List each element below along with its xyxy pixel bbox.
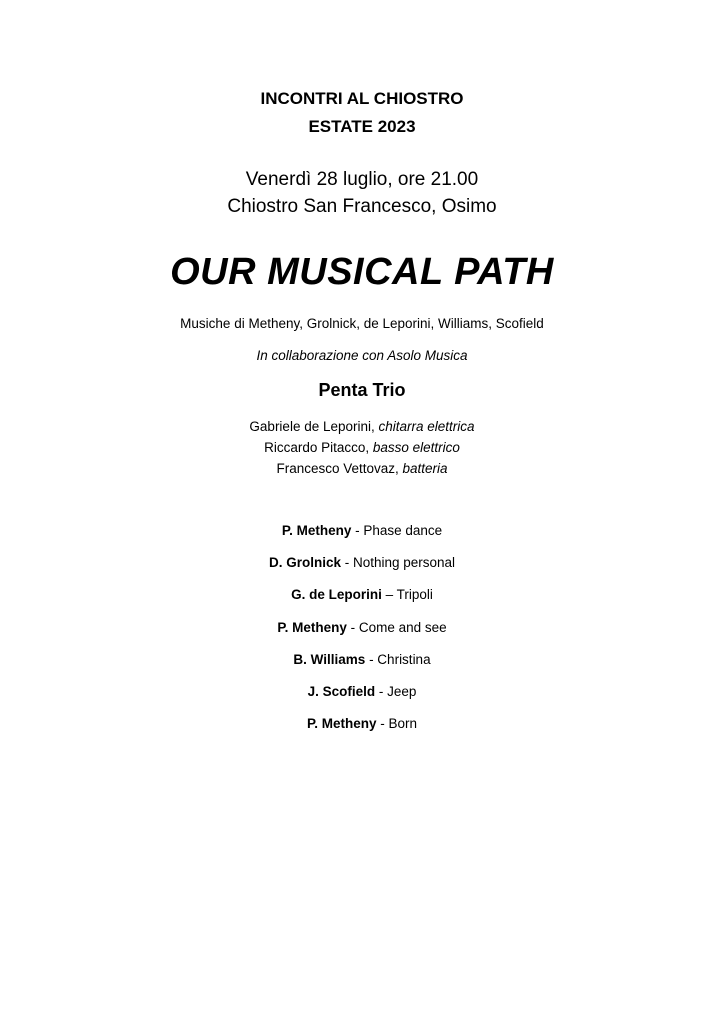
musician-line (0, 461, 724, 477)
musician-name: Riccardo Pitacco, (264, 440, 373, 455)
program-item (0, 620, 724, 636)
program-composer: P. Metheny (306, 716, 377, 731)
musician-name: Francesco Vettovaz, (276, 461, 403, 476)
program-item (0, 716, 724, 732)
program-composer: D. Grolnick (268, 555, 341, 570)
event-venue: Chiostro San Francesco, Osimo (227, 196, 497, 217)
program-item (0, 523, 724, 539)
concert-title: OUR MUSICAL PATH (170, 251, 554, 293)
musician-line (0, 419, 724, 435)
musician-role: chitarra elettrica (378, 419, 475, 434)
musician-role: batteria (402, 461, 448, 476)
program-piece: – Tripoli (381, 587, 433, 602)
program-piece: - Born (376, 716, 418, 731)
event-datetime: Venerdì 28 luglio, ore 21.00 (245, 169, 479, 190)
ensemble-name: Penta Trio (318, 380, 406, 400)
program-piece: - Christina (365, 652, 431, 667)
collaboration-note: In collaborazione con Asolo Musica (256, 348, 468, 363)
program-piece: - Come and see (346, 620, 447, 635)
musician-role: basso elettrico (372, 440, 460, 455)
program-composer: G. de Leporini (291, 587, 382, 602)
program-composer: B. Williams (293, 652, 366, 667)
program-item (0, 652, 724, 668)
program-piece: - Nothing personal (340, 555, 456, 570)
program-item (0, 684, 724, 700)
program-composer: P. Metheny (281, 523, 352, 538)
season-title: ESTATE 2023 (308, 117, 416, 136)
program-item (0, 587, 724, 603)
series-title: INCONTRI AL CHIOSTRO (260, 89, 464, 108)
program-composer: P. Metheny (277, 620, 347, 635)
program-composer: J. Scofield (307, 684, 376, 699)
musician-name: Gabriele de Leporini, (249, 419, 379, 434)
program-piece: - Phase dance (351, 523, 443, 538)
musician-line (0, 440, 724, 456)
program-piece: - Jeep (375, 684, 417, 699)
program-item (0, 555, 724, 571)
concert-subtitle: Musiche di Metheny, Grolnick, de Leporini, Williams, Scofield (180, 316, 544, 331)
